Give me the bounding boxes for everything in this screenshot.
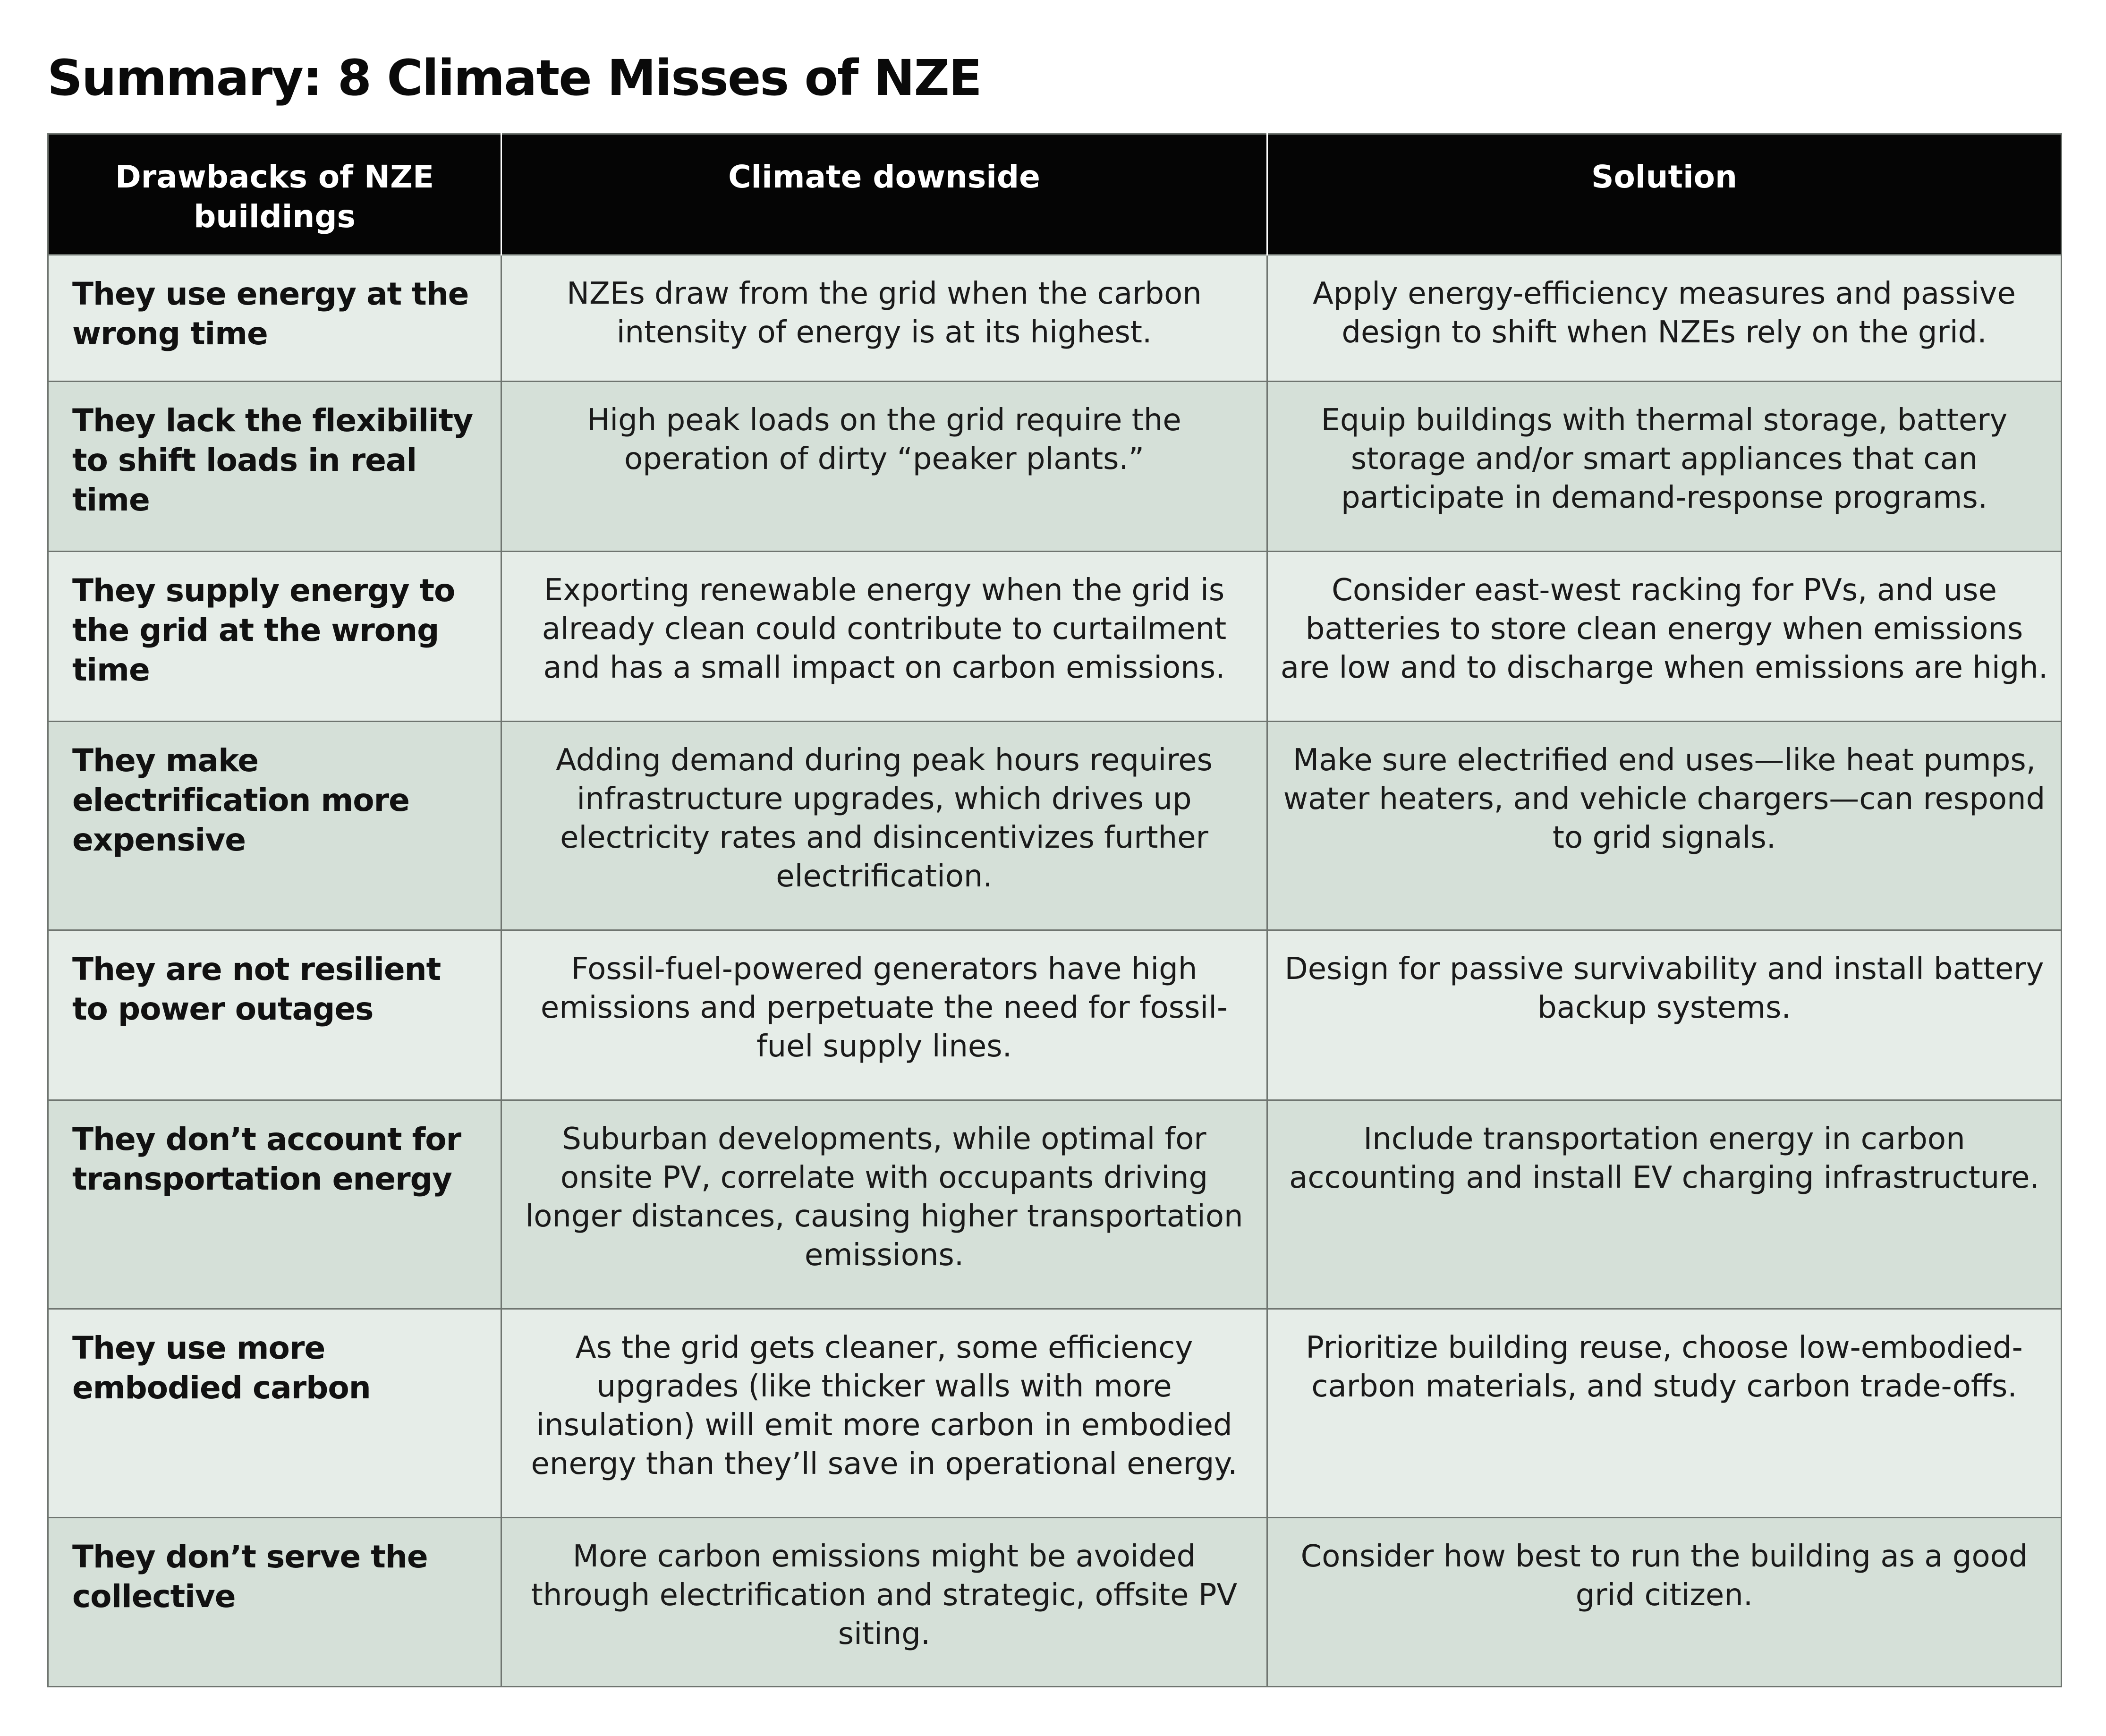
- climate-downside-cell: High peak loads on the grid require the operation of dirty “peaker plants.”: [501, 382, 1267, 552]
- solution-cell: Consider how best to run the building as a good grid citizen.: [1267, 1518, 2062, 1687]
- drawback-cell: They supply energy to the grid at the wrong time: [48, 552, 501, 722]
- drawback-cell: They use more embodied carbon: [48, 1309, 501, 1518]
- solution-cell: Design for passive survivability and install battery backup systems.: [1267, 930, 2062, 1100]
- climate-downside-cell: Fossil-fuel-powered generators have high emissions and perpetuate the need for fossil-fuel supply lines.: [501, 930, 1267, 1100]
- climate-downside-cell: As the grid gets cleaner, some efficiency upgrades (like thicker walls with more insulation) will emit more carbon in embodied energy than they’ll save in operational energy.: [501, 1309, 1267, 1518]
- table-header: [48, 134, 2062, 255]
- climate-downside-cell: Suburban developments, while optimal for onsite PV, correlate with occupants driving longer distances, causing higher transportation emissions.: [501, 1100, 1267, 1309]
- drawback-cell: They make electrification more expensive: [48, 722, 501, 930]
- table-row: [48, 722, 2062, 930]
- table-row: [48, 930, 2062, 1100]
- column-header-solution: Solution: [1267, 134, 2062, 255]
- climate-downside-cell: Adding demand during peak hours requires infrastructure upgrades, which drives up electricity rates and disincentivizes further electrification.: [501, 722, 1267, 930]
- climate-downside-cell: NZEs draw from the grid when the carbon intensity of energy is at its highest.: [501, 255, 1267, 382]
- solution-cell: Equip buildings with thermal storage, battery storage and/or smart appliances that can participate in demand-response programs.: [1267, 382, 2062, 552]
- drawback-cell: They lack the flexibility to shift loads in real time: [48, 382, 501, 552]
- solution-cell: Apply energy-efficiency measures and passive design to shift when NZEs rely on the grid.: [1267, 255, 2062, 382]
- column-header-climate-downside: Climate downside: [501, 134, 1267, 255]
- column-header-drawbacks: Drawbacks of NZE buildings: [48, 134, 501, 255]
- table-row: [48, 255, 2062, 382]
- solution-cell: Prioritize building reuse, choose low-embodied-carbon materials, and study carbon trade-offs.: [1267, 1309, 2062, 1518]
- document-page: [47, 47, 2061, 1687]
- table-row: [48, 1518, 2062, 1687]
- climate-misses-table: [47, 133, 2062, 1687]
- table-row: [48, 382, 2062, 552]
- table-body: [48, 255, 2062, 1687]
- drawback-cell: They don’t serve the collective: [48, 1518, 501, 1687]
- solution-cell: Include transportation energy in carbon accounting and install EV charging infrastructure.: [1267, 1100, 2062, 1309]
- table-row: [48, 1309, 2062, 1518]
- solution-cell: Make sure electrified end uses—like heat pumps, water heaters, and vehicle chargers—can respond to grid signals.: [1267, 722, 2062, 930]
- climate-downside-cell: More carbon emissions might be avoided through electrification and strategic, offsite PV siting.: [501, 1518, 1267, 1687]
- table-row: [48, 552, 2062, 722]
- drawback-cell: They use energy at the wrong time: [48, 255, 501, 382]
- header-row: [48, 134, 2062, 255]
- drawback-cell: They are not resilient to power outages: [48, 930, 501, 1100]
- page-title: Summary: 8 Climate Misses of NZE: [47, 49, 981, 107]
- solution-cell: Consider east-west racking for PVs, and use batteries to store clean energy when emissions are low and to discharge when emissions are high.: [1267, 552, 2062, 722]
- climate-downside-cell: Exporting renewable energy when the grid is already clean could contribute to curtailment and has a small impact on carbon emissions.: [501, 552, 1267, 722]
- table-row: [48, 1100, 2062, 1309]
- drawback-cell: They don’t account for transportation energy: [48, 1100, 501, 1309]
